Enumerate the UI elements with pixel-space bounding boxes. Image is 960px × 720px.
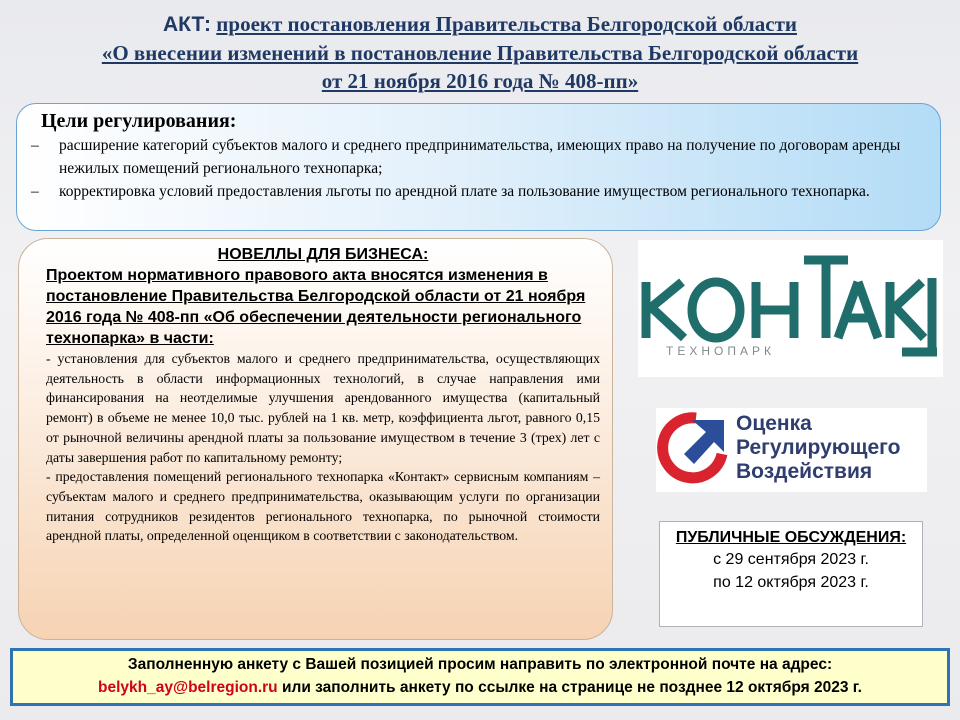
orv-logo-text <box>736 412 900 484</box>
header-title-3: от 21 ноября 2016 года № 408-пп» <box>321 69 639 93</box>
orv-logo <box>656 408 927 492</box>
header-line-1 <box>20 10 940 39</box>
header-title-1: проект постановления Правительства Белгородской области <box>216 12 797 36</box>
footer-line-1: Заполненную анкету с Вашей позицией просим направить по электронной почте на адрес: <box>127 656 833 673</box>
novels-lead: Проектом нормативного правового акта вносятся изменения в постановление Правительства Белгородской области от 21 ноября 2016 года № 408-пп «Об обеспечении деятельности регионального технопарка» в части: <box>46 267 586 347</box>
document-header <box>20 10 940 95</box>
novels-item: - предоставления помещений регионального технопарка «Контакт» сервисным компаниям – субъектам малого и среднего предпринимательства, оказывающим услуги по организации питания сотрудников резидентов регионального технопарка, по рыночной стоимости арендной платы, определенной оценщиком в соответствии с законодательством. <box>46 469 600 544</box>
public-discussion-box <box>659 521 923 627</box>
novels-item: - установления для субъектов малого и среднего предпринимательства, осуществляющих деятельность в области информационных технологий, в случае направления ими финансирования на неотделимые улучшения арендованного имущества (капитальный ремонт) в объеме не менее 10,0 тыс. рублей на 1 кв. метр, коэффициента льгот, равного 0,15 от рыночной величины арендной платы за пользование имуществом в течение 3 (трех) лет с даты завершения работ по капитальному ремонту; <box>46 351 600 465</box>
novels-title: НОВЕЛЛЫ ДЛЯ БИЗНЕСА: <box>217 246 429 263</box>
goals-item-text: расширение категорий субъектов малого и среднего предпринимательства, имеющих право на получение по договорам аренды нежилых помещений регионального технопарка; <box>59 137 901 177</box>
novels-panel <box>18 238 613 640</box>
orv-emblem-icon <box>656 408 732 492</box>
goals-title: Цели регулирования: <box>41 110 237 132</box>
dash-bullet-icon: – <box>31 183 39 200</box>
kontakt-logo-subtitle: ТЕХНОПАРК <box>666 344 775 358</box>
public-discussion-title: ПУБЛИЧНЫЕ ОБСУЖДЕНИЯ: <box>675 529 907 546</box>
footer-line-2 <box>13 676 947 699</box>
public-discussion-from: с 29 сентября 2023 г. <box>713 551 869 568</box>
orv-logo-line: Оценка <box>736 412 812 435</box>
orv-logo-line: Регулирующего <box>736 436 901 459</box>
orv-logo-line: Воздействия <box>736 460 873 483</box>
kontakt-technopark-logo <box>638 240 943 377</box>
header-title-2: «О внесении изменений в постановление Правительства Белгородской области <box>101 41 859 65</box>
goals-item-text: корректировка условий предоставления льготы по арендной плате за пользование имуществом регионального технопарка. <box>59 183 870 200</box>
dash-bullet-icon: – <box>31 137 39 154</box>
goals-item <box>31 180 926 203</box>
goals-item <box>31 134 926 180</box>
footer-line-2-text: или заполнить анкету по ссылке на странице не позднее 12 октября 2023 г. <box>277 679 862 696</box>
contact-footer <box>10 648 950 706</box>
kontakt-logo-graphic <box>638 240 943 377</box>
act-label: АКТ: <box>162 13 212 36</box>
goals-panel <box>16 103 941 231</box>
email-link[interactable]: belykh_ay@belregion.ru <box>97 679 278 696</box>
public-discussion-to: по 12 октября 2023 г. <box>713 574 869 591</box>
